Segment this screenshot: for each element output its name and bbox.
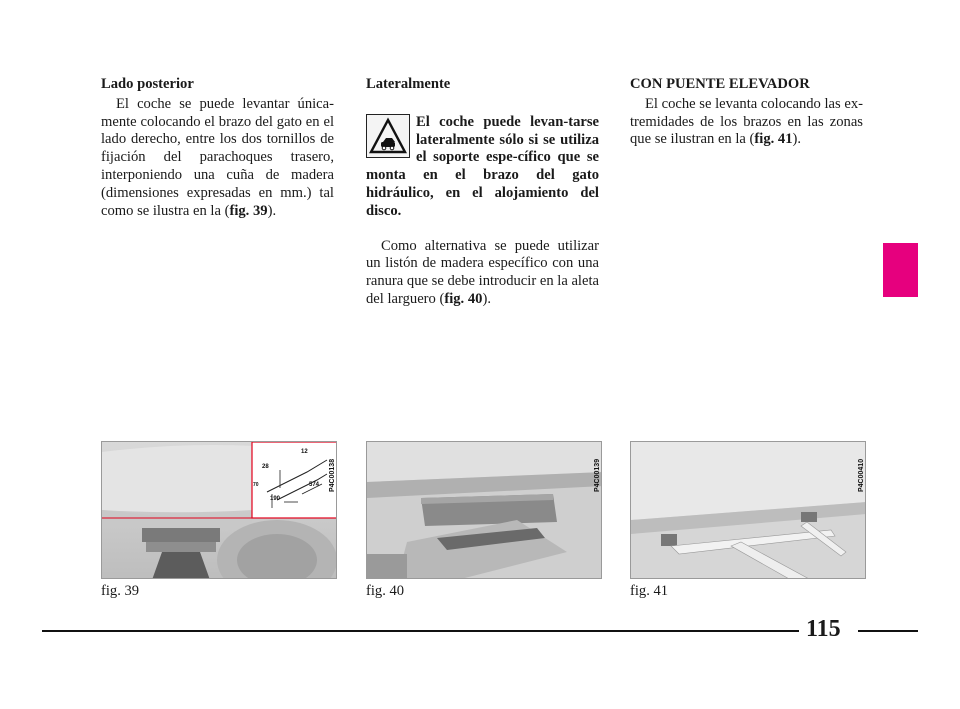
figure-caption: fig. 40 xyxy=(366,583,405,599)
page-number: 115 xyxy=(806,616,841,642)
body-paragraph: Como alternativa se puede utilizar un listón de madera específico con una ranura que se debe introducir en la aleta del larguero (fig. 40). xyxy=(366,237,599,307)
body-paragraph: El coche se puede levantar única-mente colocando el brazo del gato en el lado derecho, entre los dos tornillos de fijación del parachoques trasero, interponiendo una cuña de madera (dimensiones expresadas en mm.) tal como se ilustra en la (fig. 39). xyxy=(101,95,334,219)
column-lado-posterior xyxy=(101,76,334,220)
figure-reference: fig. 41 xyxy=(754,131,793,148)
column-lateralmente xyxy=(366,76,599,309)
column-puente-elevador xyxy=(630,76,863,149)
section-heading: Lateralmente xyxy=(366,76,451,92)
figure-41-image xyxy=(630,441,866,579)
figure-caption: fig. 41 xyxy=(630,583,669,599)
dimension-label: 574 xyxy=(309,482,320,488)
section-color-tab xyxy=(883,243,918,297)
footer-rule-right xyxy=(858,630,918,632)
figure-reference: fig. 39 xyxy=(229,202,268,219)
warning-triangle-car-icon xyxy=(366,114,410,158)
dimension-label: 70 xyxy=(253,482,259,488)
figure-caption: fig. 39 xyxy=(101,583,140,599)
figure-code: P4C00139 xyxy=(594,458,601,492)
dimension-label: 28 xyxy=(262,464,269,470)
section-heading: Lado posterior xyxy=(101,76,194,92)
dimension-label: 190 xyxy=(270,496,281,502)
figure-code: P4C00410 xyxy=(858,458,865,492)
footer-rule-left xyxy=(42,630,799,632)
warning-text: El coche puede levan-tarse lateralmente sólo si se utiliza el soporte espe-cífico que se monta en el brazo del gato hidráulico, en el alojamiento del disco. xyxy=(366,113,599,219)
figure-40-image xyxy=(366,441,602,579)
dimension-label: 12 xyxy=(301,449,308,455)
section-heading: CON PUENTE ELEVADOR xyxy=(630,76,810,92)
warning-box xyxy=(366,114,599,221)
figure-reference: fig. 40 xyxy=(444,290,483,307)
body-paragraph: El coche se levanta colocando las ex-tremidades de los brazos en las zonas que se ilustran en la (fig. 41). xyxy=(630,95,863,148)
figure-code: P4C00138 xyxy=(329,458,336,492)
figure-39-image xyxy=(101,441,337,579)
